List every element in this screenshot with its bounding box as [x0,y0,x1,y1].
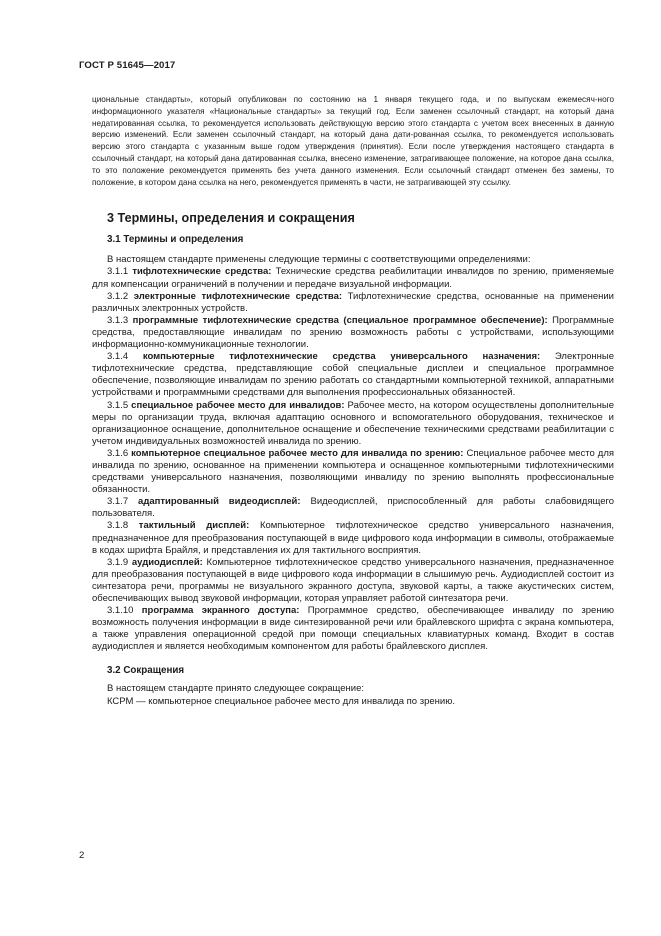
page-number: 2 [79,850,85,861]
term-number: 3.1.5 [107,399,129,411]
abbreviation-ksrm: КСРМ — компьютерное специальное рабочее место для инвалида по зрению. [107,695,455,707]
term-definition: Программное средство, обеспечивающее инвалиду по зрению возможность получения информации в виде синтезированной речи или брайлевского шрифта с экрана компьютера, а также управления операционной средой при помощи специальных клавиатурных команд. Входит в состав аудиодисплея и является необходимым компонентом для работы брайлевского дисплея. [92,605,615,653]
term-definition: Видеодисплей, приспособленный для работы слабовидящего пользователя. [92,496,615,520]
term-name: электронные тифлотехнические средства: [133,290,343,302]
term-definition: Рабочее место, на котором осуществлены дополнительные меры по организации труда, включая адаптацию основного и вспомогательного оборудования, техническое и организационное оснащение, дополнительное оснащение и обеспечение техническими средствами реабилитации с учетом индивидуальных возможностей инвалида по зрению. [92,399,615,447]
term-number: 3.1.1 [107,266,129,278]
term-number: 3.1.10 [107,605,134,617]
term-name: тактильный дисплей: [138,520,250,532]
term-number: 3.1.8 [107,520,129,532]
term-3-1-7 [92,496,614,520]
term-number: 3.1.9 [107,556,129,568]
subsection-3-1-title: 3.1 Термины и определения [107,234,244,246]
term-name: аудиодисплей: [131,556,203,568]
document-header: ГОСТ Р 51645—2017 [79,60,176,71]
section-3-title: 3 Термины, определения и сокращения [107,211,355,226]
abbreviations-lead: В настоящем стандарте принято следующее сокращение: [107,683,365,695]
term-3-1-5 [92,400,614,448]
document-body [92,94,614,708]
term-definition: Специальное рабочее место для инвалида по зрению, основанное на применении компьютера и оснащенное компьютерными тифлотехническими средствами универсального назначения, позволяющими инвалиду по зрению выполнять профессиональные обязанности. [92,447,615,496]
term-name: компьютерное специальное рабочее место для инвалида по зрению: [131,447,464,459]
term-number: 3.1.3 [107,314,129,326]
term-3-1-8 [92,520,614,556]
term-definition: Компьютерное тифлотехническое средство универсального назначения, предназначенное для преобразования поступающей в виде цифрового кода информации в слышимую речь. Аудиодисплей состоит из синтезатора речи, программы не визуального экранного доступа, звуковой карты, а также акустических систем, обеспечивающих вывод звуковой информации, которая управляет работой синтезатора речи. [92,556,614,604]
term-definition: Тифлотехнические средства, основанные на применении различных электронных устройств. [92,290,614,314]
term-name: специальное рабочее место для инвалидов: [131,399,345,411]
intro-paragraph: циональные стандарты», который опубликован по состоянию на 1 января текущего года, и по выпускам ежемесяч-ного информационного указателя «Национальные стандарты» за текущий год. Если заменен ссылочный стандарт, на который дана недатированная ссылка, то рекомендуется использовать действующую версию этого стандарта с учетом всех внесенных в данную версию изменений. Если заменен ссылочный стандарт, на который дана дати-рованная ссылка, то рекомендуется использовать версию этого стандарта с указанным выше годом утверждения (принятия). Если после утверждения настоящего стандарта в ссылочный стандарт, на который дана датированная ссылка, внесено изменение, затрагивающее положение, на которое дана ссылка, то это положение рекомендуется применять без учета данного изменения. Если ссылочный стандарт отменен без замены, то положение, в котором дана ссылка на него, рекомендуется применять в части, не затрагивающей эту ссылку. [92,95,614,187]
terms-lead: В настоящем стандарте применены следующие термины с соответствующими определениями: [107,254,531,266]
term-name: тифлотехнические средства: [132,266,272,278]
term-number: 3.1.7 [107,496,129,508]
term-3-1-1 [92,266,614,290]
term-definition: Программные средства, предоставляющие инвалидам по зрению возможность работы с устройствами, использующими информационно-коммуникационные технологии. [92,314,614,351]
term-number: 3.1.4 [107,351,129,363]
term-3-1-10 [92,605,614,653]
term-name: компьютерные тифлотехнические средства универсального назначения: [142,351,541,363]
term-number: 3.1.6 [107,447,129,459]
term-number: 3.1.2 [107,290,129,302]
term-definition: Технические средства реабилитации инвалидов по зрению, применяемые для компенсации ограничений в получении и передаче визуальной информации. [92,266,614,290]
term-name: адаптированный видеодисплей: [138,496,301,508]
term-3-1-4 [92,351,614,399]
term-3-1-2 [92,291,614,315]
term-definition: Электронные тифлотехнические средства, представляющие собой специальные дисплеи и специальное программное обеспечение, позволяющие инвалидам по зрению работать со стандартными компьютерной техникой, аппаратными устройствами и программными средствами для выполнения профессиональных обязанностей. [92,351,615,399]
term-3-1-3 [92,315,614,351]
term-name: программа экранного доступа: [141,605,300,617]
term-3-1-6 [92,448,614,496]
term-name: программные тифлотехнические средства (специальное программное обеспечение): [132,314,548,326]
term-definition: Компьютерное тифлотехническое средство универсального назначения, предназначенное для преобразования поступающей в виде цифрового кода информации в символы, отображаемые в кодах шрифта Брайля, и представления их для тактильного восприятия. [92,520,615,556]
subsection-3-2-title: 3.2 Сокращения [107,665,185,677]
term-3-1-9 [92,557,614,605]
